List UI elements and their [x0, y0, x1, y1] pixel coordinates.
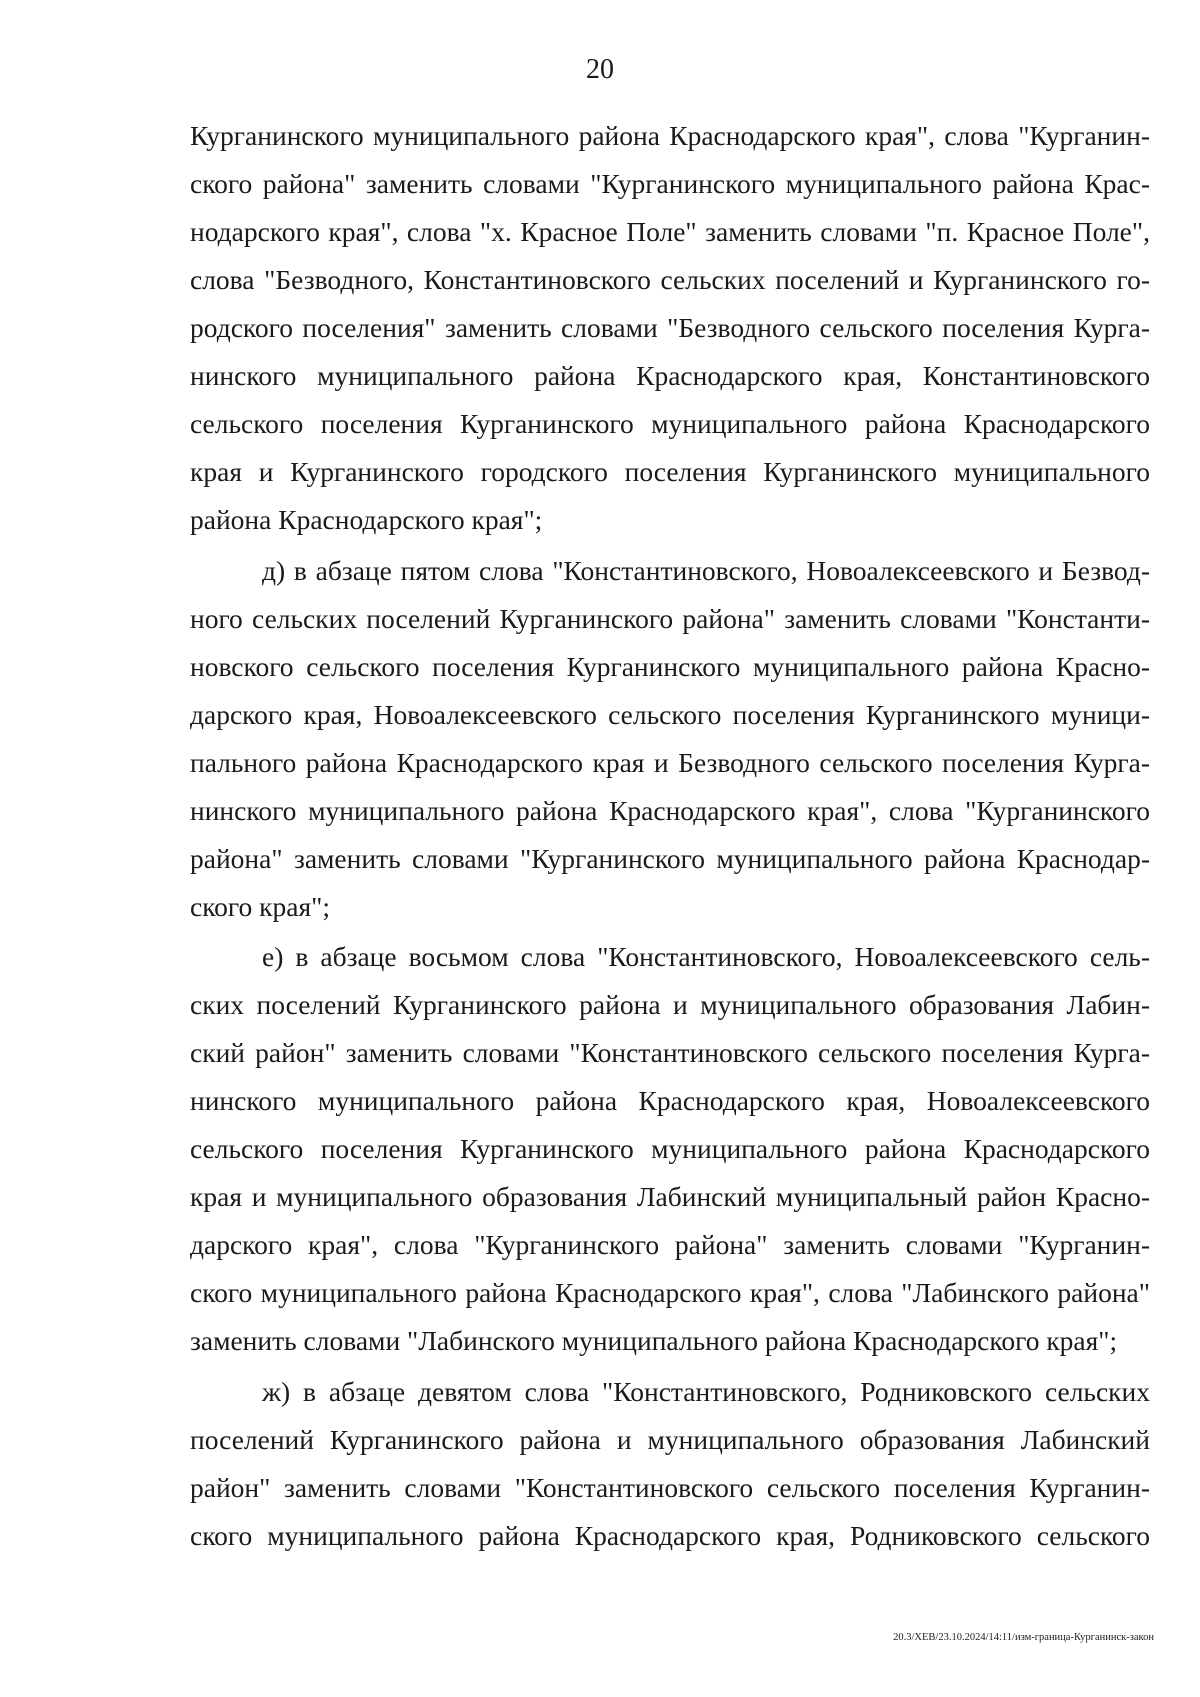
text-line: слова "Безводного, Константиновского сельских поселений и Курганинского го-	[190, 264, 1150, 295]
text-line: заменить словами "Лабинского муниципального района Краснодарского края";	[190, 1325, 1118, 1356]
text-line: поселений Курганинского района и муниципального образования Лабинский	[190, 1423, 1150, 1455]
text-line: края и Курганинского городского поселения Курганинского муниципального	[190, 456, 1150, 487]
text-line: нинского муниципального района Краснодарского края, Новоалексеевского	[190, 1085, 1150, 1116]
text-line: нинского муниципального района Краснодарского края", слова "Курганинского	[190, 794, 1150, 826]
paragraph-item-d	[190, 547, 1150, 931]
text-line: дарского края", слова "Курганинского района" заменить словами "Курганин-	[190, 1229, 1150, 1260]
text-line: ский район" заменить словами "Константиновского сельского поселения Курга-	[190, 1037, 1150, 1068]
text-line: ного сельских поселений Курганинского района" заменить словами "Константи-	[190, 602, 1150, 634]
text-line: ского муниципального района Краснодарского края", слова "Лабинского района"	[190, 1277, 1150, 1308]
text-line: ского края";	[190, 890, 330, 922]
text-line: е) в абзаце восьмом слова "Константиновского, Новоалексеевского сель-	[262, 941, 1150, 972]
page-number: 20	[586, 54, 614, 85]
text-line: дарского края, Новоалексеевского сельского поселения Курганинского муници-	[190, 698, 1150, 730]
text-line: района Краснодарского края";	[190, 504, 543, 535]
paragraph-item-zh	[190, 1368, 1150, 1560]
paragraph-continuation	[190, 112, 1150, 544]
text-line: пального района Краснодарского края и Безводного сельского поселения Курга-	[190, 746, 1150, 778]
text-line: родского поселения" заменить словами "Безводного сельского поселения Курга-	[190, 312, 1150, 343]
text-line: сельского поселения Курганинского муниципального района Краснодарского	[190, 408, 1150, 439]
text-line: района" заменить словами "Курганинского муниципального района Краснодар-	[190, 842, 1150, 874]
paragraph-item-e	[190, 933, 1150, 1365]
text-line: ж) в абзаце девятом слова "Константиновского, Родниковского сельских	[262, 1375, 1150, 1407]
document-reference-footer: 20.3/ХЕВ/23.10.2024/14:11/изм-граница-Курганинск-закон	[893, 1632, 1154, 1643]
text-line: края и муниципального образования Лабинский муниципальный район Красно-	[190, 1181, 1150, 1212]
text-line: нинского муниципального района Краснодарского края, Константиновского	[190, 360, 1150, 391]
text-line: ского муниципального района Краснодарского края, Родниковского сельского	[190, 1519, 1150, 1551]
document-body	[190, 112, 1150, 1560]
text-line: район" заменить словами "Константиновского сельского поселения Курганин-	[190, 1471, 1150, 1503]
text-line: сельского поселения Курганинского муниципального района Краснодарского	[190, 1133, 1150, 1164]
text-line: Курганинского муниципального района Краснодарского края", слова "Курганин-	[190, 120, 1150, 151]
text-line: д) в абзаце пятом слова "Константиновского, Новоалексеевского и Безвод-	[262, 554, 1150, 586]
text-line: нодарского края", слова "х. Красное Поле" заменить словами "п. Красное Поле",	[190, 216, 1150, 247]
text-line: новского сельского поселения Курганинского муниципального района Красно-	[190, 650, 1150, 682]
text-line: ского района" заменить словами "Курганинского муниципального района Крас-	[190, 168, 1150, 199]
text-line: ских поселений Курганинского района и муниципального образования Лабин-	[190, 989, 1150, 1020]
